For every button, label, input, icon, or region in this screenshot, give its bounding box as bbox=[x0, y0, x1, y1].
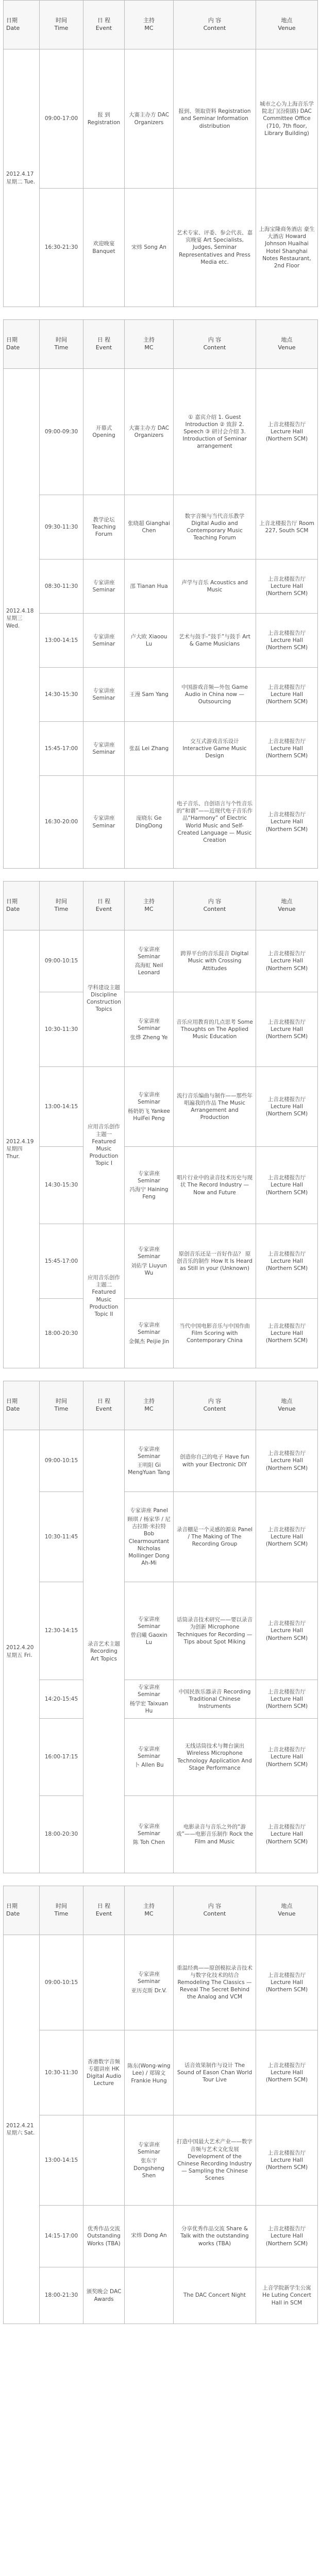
row-time: 09:30-11:30 bbox=[40, 495, 83, 560]
row-mc: 专家讲座 Seminar 张东宇 Dongsheng Shen bbox=[125, 2115, 174, 2206]
row-venue: 上音北楼报告厅 Lecture Hall (Northern SCM) bbox=[256, 2030, 318, 2115]
row-mc: 卢大欧 Xiaoou Lu bbox=[125, 614, 174, 668]
row-content: 录音棚是一个灵感的源泉 Panel / The Making of The Recording Group bbox=[174, 1492, 256, 1582]
row-time: 09:00-10:15 bbox=[40, 930, 83, 992]
table-row bbox=[4, 1935, 318, 2030]
row-content: 无线话筒技术与舞台演出 Wireless Microphone Technology Application And Stage Performance bbox=[174, 1719, 256, 1796]
row-content: 电影录音与音乐之外的“游戏”——电影音乐制作 Rock the Film and Music bbox=[174, 1796, 256, 1873]
header-date: 日期 Date bbox=[4, 1, 40, 49]
schedule-table-day5 bbox=[3, 1886, 318, 2324]
row-event: 开幕式 Opening bbox=[83, 369, 125, 495]
table-row bbox=[4, 1430, 318, 1492]
row-content: 流行音乐编曲与制作——那些年唱遍我的作品 The Music Arrangement and Production bbox=[174, 1067, 256, 1147]
row-content: 创造你自己的电子 Have fun with your Electronic DIY bbox=[174, 1430, 256, 1492]
row-event: 专家讲座 Seminar bbox=[83, 722, 125, 776]
row-event: 录音艺术主题 Recording Art Topics bbox=[83, 1430, 125, 1873]
row-content: 艺术专家、评委、参会代表、嘉宾晚宴 Art Specialists, Judges, Seminar Representatives and Press Media etc. bbox=[174, 189, 256, 307]
day-date: 2012.4.18 星期三 Wed. bbox=[4, 369, 40, 869]
row-mc: 大赛主办方 DAC Organizers bbox=[125, 49, 174, 189]
header-venue: 地点 Venue bbox=[256, 320, 318, 369]
row-event: 专家讲座 Seminar bbox=[83, 614, 125, 668]
table-row bbox=[4, 930, 318, 992]
table-header bbox=[4, 882, 318, 930]
table-row bbox=[4, 2206, 318, 2267]
row-venue: 上音北楼报告厅 Lecture Hall (Northern SCM) bbox=[256, 1935, 318, 2030]
row-mc: 专家讲座 Panel 顾琪 / 杨家华 / 尼古拉斯·米拉特 Bob Clearmountant Nicholas Mollinger Dong Ah-Mi bbox=[125, 1492, 174, 1582]
row-content: 话筒录音技术研究——要以录音为创新 Microphone Techniques for Recording — Tips about Spot Miking bbox=[174, 1582, 256, 1680]
row-venue: 上音北楼报告厅 Lecture Hall (Northern SCM) bbox=[256, 1582, 318, 1680]
row-time: 13:00-14:15 bbox=[40, 1067, 83, 1147]
header-time: 时间 Time bbox=[40, 320, 83, 369]
row-event: 颁奖晚会 DAC Awards bbox=[83, 2267, 125, 2324]
row-content: 重温经典——原创模拟录音技术与数字化技术的结合 Remodeling The Classics — Reveal The Secret Behind the Analog and VCM bbox=[174, 1935, 256, 2030]
header-event: 日 程 Event bbox=[83, 320, 125, 369]
header-content: 内 容 Content bbox=[174, 882, 256, 930]
table-header bbox=[4, 1886, 318, 1935]
row-venue: 上音北楼报告厅 Lecture Hall (Northern SCM) bbox=[256, 1067, 318, 1147]
row-time: 18:00-20:30 bbox=[40, 1299, 83, 1368]
row-event: 香港数字音频专题讲座 HK Digital Audio Lecture bbox=[83, 2030, 125, 2115]
table-row bbox=[4, 2115, 318, 2206]
header-event: 日 程 Event bbox=[83, 1, 125, 49]
table-row bbox=[4, 1299, 318, 1368]
row-event: 应用音乐创作主题一 Featured Music Production Topic I bbox=[83, 1067, 125, 1224]
row-content: 打造中国最大艺术产业——数字音频与艺术文化发展 Development of the Chinese Recording Industry — Sampling the Chinese Scenes bbox=[174, 2115, 256, 2206]
row-event: 专家讲座 Seminar bbox=[83, 776, 125, 869]
row-time: 16:00-17:15 bbox=[40, 1719, 83, 1796]
row-mc: 专家讲座 Seminar 曾启曦 Gaoxin Lu bbox=[125, 1582, 174, 1680]
row-time: 10:30-11:45 bbox=[40, 1492, 83, 1582]
row-venue: 上音北楼报告厅 Lecture Hall (Northern SCM) bbox=[256, 1224, 318, 1299]
table-row bbox=[4, 189, 318, 307]
header-mc: 主持 MC bbox=[125, 1381, 174, 1430]
row-mc: 专家讲座 Seminar 王明阳 Gi MengYuan Tang bbox=[125, 1430, 174, 1492]
row-time: 14:15-17:00 bbox=[40, 2206, 83, 2267]
header-mc: 主持 MC bbox=[125, 320, 174, 369]
table-row bbox=[4, 992, 318, 1067]
row-event: 专家讲座 Seminar bbox=[83, 668, 125, 722]
header-content: 内 容 Content bbox=[174, 1, 256, 49]
header-content: 内 容 Content bbox=[174, 1886, 256, 1935]
table-row bbox=[4, 1224, 318, 1299]
row-content: 原创音乐还是一首好作品？ 原创音乐的制作 How It Is Heard as Still in your (Unknown) bbox=[174, 1224, 256, 1299]
row-event: 专家讲座 Seminar bbox=[83, 560, 125, 614]
row-venue: 上音北楼报告厅 Lecture Hall (Northern SCM) bbox=[256, 2206, 318, 2267]
row-content: ① 嘉宾介绍 1. Guest Introduction ② 致辞 2. Speech ③ 研讨会介绍 3. Introduction of Seminar arrangement bbox=[174, 369, 256, 495]
row-content: 中国游戏音频—外包 Game Audio in China now — Outsourcing bbox=[174, 668, 256, 722]
row-mc: 宋炜 Song An bbox=[125, 189, 174, 307]
day-date: 2012.4.21 星期六 Sat. bbox=[4, 1935, 40, 2324]
row-mc: 专家讲座 Seminar 冯海宁 Haining Feng bbox=[125, 1147, 174, 1224]
header-mc: 主持 MC bbox=[125, 1, 174, 49]
row-time: 10:30-11:30 bbox=[40, 992, 83, 1067]
table-row bbox=[4, 1719, 318, 1796]
row-time: 09:00-10:15 bbox=[40, 1430, 83, 1492]
row-venue: 上音学院新学生公寓 He Luting Concert Hall in SCM bbox=[256, 2267, 318, 2324]
header-event: 日 程 Event bbox=[83, 1381, 125, 1430]
row-event bbox=[83, 1935, 125, 2030]
row-venue: 上音北楼报告厅 Lecture Hall (Northern SCM) bbox=[256, 668, 318, 722]
row-mc: 专家讲座 Seminar 卜 Allen Bu bbox=[125, 1719, 174, 1796]
row-venue: 上音北楼报告厅 Lecture Hall (Northern SCM) bbox=[256, 1680, 318, 1719]
table-header bbox=[4, 320, 318, 369]
row-content: 艺术与鼓手-“鼓手”与鼓手 Art & Game Musicians bbox=[174, 614, 256, 668]
header-venue: 地点 Venue bbox=[256, 882, 318, 930]
row-mc bbox=[125, 2267, 174, 2324]
row-time: 14:20-15:45 bbox=[40, 1680, 83, 1719]
row-time: 18:00-21:30 bbox=[40, 2267, 83, 2324]
row-mc: 专家讲座 Seminar 陈 Toh Chen bbox=[125, 1796, 174, 1873]
table-row bbox=[4, 614, 318, 668]
row-venue: 上音北楼报告厅 Lecture Hall (Northern SCM) bbox=[256, 992, 318, 1067]
row-content: 话音效果制作与设计 The Sound of Eason Chan World Tour Live bbox=[174, 2030, 256, 2115]
row-time: 14:30-15:30 bbox=[40, 668, 83, 722]
table-row bbox=[4, 776, 318, 869]
row-mc: 专家讲座 Seminar 刘佑学 Liuyun Wu bbox=[125, 1224, 174, 1299]
row-time: 10:30-11:30 bbox=[40, 2030, 83, 2115]
row-venue: 上音北楼报告厅 Lecture Hall (Northern SCM) bbox=[256, 1430, 318, 1492]
row-mc: 宋炜 Dong An bbox=[125, 2206, 174, 2267]
row-venue: 上音北楼报告厅 Lecture Hall (Northern SCM) bbox=[256, 776, 318, 869]
row-content: 报到、领取资料 Registration and Seminar Information distribution bbox=[174, 49, 256, 189]
row-time: 09:00-17:00 bbox=[40, 49, 83, 189]
row-content: 中国民族乐器录音 Recording Traditional Chinese Instruments bbox=[174, 1680, 256, 1719]
row-mc: 邵 Tianan Hua bbox=[125, 560, 174, 614]
table-row bbox=[4, 1680, 318, 1719]
header-venue: 地点 Venue bbox=[256, 1886, 318, 1935]
header-time: 时间 Time bbox=[40, 882, 83, 930]
row-event bbox=[83, 2115, 125, 2206]
table-row bbox=[4, 2030, 318, 2115]
table-row bbox=[4, 1067, 318, 1147]
row-content: 交互式游戏音乐设计 Interactive Game Music Design bbox=[174, 722, 256, 776]
row-content: The DAC Concert Night bbox=[174, 2267, 256, 2324]
table-row bbox=[4, 2267, 318, 2324]
row-content: 唱片行业中的录音技术历史与现状 The Record Industry — Now and Future bbox=[174, 1147, 256, 1224]
table-row bbox=[4, 560, 318, 614]
row-venue: 上音北楼报告厅 Lecture Hall (Northern SCM) bbox=[256, 560, 318, 614]
row-venue: 上音北楼报告厅 Lecture Hall (Northern SCM) bbox=[256, 1492, 318, 1582]
row-venue: 上音北楼报告厅 Lecture Hall (Northern SCM) bbox=[256, 369, 318, 495]
table-row bbox=[4, 668, 318, 722]
row-mc: 专家讲座 Seminar 杨学宏 Taixuan Hu bbox=[125, 1680, 174, 1719]
row-mc: 庞晓东 Ge DingDong bbox=[125, 776, 174, 869]
row-event: 学科建设主题 Discipline Construction Topics bbox=[83, 930, 125, 1067]
row-venue: 上音北楼报告厅 Lecture Hall (Northern SCM) bbox=[256, 2115, 318, 2206]
schedule-table-day2 bbox=[3, 319, 318, 869]
row-venue: 上音北楼报告厅 Lecture Hall (Northern SCM) bbox=[256, 1796, 318, 1873]
table-row bbox=[4, 369, 318, 495]
row-time: 16:30-21:30 bbox=[40, 189, 83, 307]
row-event: 报 到 Registration bbox=[83, 49, 125, 189]
schedule-table-day1 bbox=[3, 0, 318, 307]
row-mc: 专家讲座 Seminar 高海虹 Neil Leonard bbox=[125, 930, 174, 992]
table-row bbox=[4, 1492, 318, 1582]
table-row bbox=[4, 1582, 318, 1680]
row-mc: 王漫 Sam Yang bbox=[125, 668, 174, 722]
row-event: 欢迎晚宴 Banquet bbox=[83, 189, 125, 307]
header-time: 时间 Time bbox=[40, 1381, 83, 1430]
header-venue: 地点 Venue bbox=[256, 1, 318, 49]
table-header bbox=[4, 1, 318, 49]
row-venue: 上音北楼报告厅 Lecture Hall (Northern SCM) bbox=[256, 722, 318, 776]
row-content: 分享优秀作品交流 Share & Talk with the outstanding works (TBA) bbox=[174, 2206, 256, 2267]
header-event: 日 程 Event bbox=[83, 1886, 125, 1935]
row-venue: 上音北楼报告厅 Lecture Hall (Northern SCM) bbox=[256, 1147, 318, 1224]
row-mc: 专家讲座 Seminar 亚历克斯 Dr.V. bbox=[125, 1935, 174, 2030]
header-date: 日期 Date bbox=[4, 882, 40, 930]
row-time: 09:00-10:15 bbox=[40, 1935, 83, 2030]
row-time: 16:30-20:00 bbox=[40, 776, 83, 869]
row-venue: 城市之心为上海音乐学院北门(汾阳路) DAC Committee Office (710, 7th floor, Library Building) bbox=[256, 49, 318, 189]
header-time: 时间 Time bbox=[40, 1, 83, 49]
row-time: 18:00-20:30 bbox=[40, 1796, 83, 1873]
row-mc: 张磊 Lei Zhang bbox=[125, 722, 174, 776]
header-mc: 主持 MC bbox=[125, 1886, 174, 1935]
table-row bbox=[4, 1147, 318, 1224]
header-time: 时间 Time bbox=[40, 1886, 83, 1935]
day-date: 2012.4.19 星期四 Thur. bbox=[4, 930, 40, 1368]
schedule-table-day4 bbox=[3, 1381, 318, 1873]
row-time: 13:00-14:15 bbox=[40, 2115, 83, 2206]
table-row bbox=[4, 49, 318, 189]
row-content: 音乐应用教育的几点思考 Some Thoughts on The Applied Music Education bbox=[174, 992, 256, 1067]
row-time: 08:30-11:30 bbox=[40, 560, 83, 614]
row-time: 09:00-09:30 bbox=[40, 369, 83, 495]
row-venue: 上音北楼报告厅 Room 227, South SCM bbox=[256, 495, 318, 560]
header-event: 日 程 Event bbox=[83, 882, 125, 930]
row-time: 13:00-14:15 bbox=[40, 614, 83, 668]
row-mc: 张晓超 Gianghai Chen bbox=[125, 495, 174, 560]
row-mc: 陈东(Wong-wing Lee) / 郑锦文 Frankie Hung bbox=[125, 2030, 174, 2115]
day-date: 2012.4.20 星期五 Fri. bbox=[4, 1430, 40, 1873]
header-date: 日期 Date bbox=[4, 1886, 40, 1935]
row-content: 当代中国电影音乐与中国作曲 Film Scoring with Contemporary China bbox=[174, 1299, 256, 1368]
table-row bbox=[4, 495, 318, 560]
row-event: 应用音乐创作主题二 Featured Music Production Topic II bbox=[83, 1224, 125, 1368]
row-mc: 大赛主办方 DAC Organizers bbox=[125, 369, 174, 495]
header-date: 日期 Date bbox=[4, 1381, 40, 1430]
row-mc: 专家讲座 Seminar 张烨 Zheng Ye bbox=[125, 992, 174, 1067]
header-mc: 主持 MC bbox=[125, 882, 174, 930]
row-time: 14:30-15:30 bbox=[40, 1147, 83, 1224]
row-venue: 上音北楼报告厅 Lecture Hall (Northern SCM) bbox=[256, 614, 318, 668]
header-content: 内 容 Content bbox=[174, 1381, 256, 1430]
row-content: 跨界平台的音乐混音 Digital Music with Crossing Attitudes bbox=[174, 930, 256, 992]
row-event: 优秀作品交流 Outstanding Works (TBA) bbox=[83, 2206, 125, 2267]
row-venue: 上音北楼报告厅 Lecture Hall (Northern SCM) bbox=[256, 1299, 318, 1368]
header-venue: 地点 Venue bbox=[256, 1381, 318, 1430]
row-mc: 专家讲座 Seminar 杨奶奶飞 Yankee HuiFei Peng bbox=[125, 1067, 174, 1147]
day-date: 2012.4.17 星期二 Tue. bbox=[4, 49, 40, 307]
table-row bbox=[4, 722, 318, 776]
row-content: 数字音频与当代音乐教学 Digital Audio and Contemporary Music Teaching Forum bbox=[174, 495, 256, 560]
row-venue: 上音北楼报告厅 Lecture Hall (Northern SCM) bbox=[256, 1719, 318, 1796]
row-event: 教学论坛 Teaching Forum bbox=[83, 495, 125, 560]
row-content: 电子音乐、自创语言与个性音乐的“和谐”——近现代电子音乐作品“Harmony” of Electric World Music and Self-Created Language — Music Creation bbox=[174, 776, 256, 869]
row-content: 声学与音乐 Acoustics and Music bbox=[174, 560, 256, 614]
schedule-table-day3 bbox=[3, 881, 318, 1368]
table-row bbox=[4, 1796, 318, 1873]
header-date: 日期 Date bbox=[4, 320, 40, 369]
row-venue: 上海宝隆商务酒店 豪生大酒店 Howard Johnson Huaihai Hotel Shanghai Notes Restaurant, 2nd Floor bbox=[256, 189, 318, 307]
row-time: 12:30-14:15 bbox=[40, 1582, 83, 1680]
row-time: 15:45-17:00 bbox=[40, 722, 83, 776]
row-venue: 上音北楼报告厅 Lecture Hall (Northern SCM) bbox=[256, 930, 318, 992]
row-time: 15:45-17:00 bbox=[40, 1224, 83, 1299]
row-mc: 专家讲座 Seminar 金佩杰 Peijie Jin bbox=[125, 1299, 174, 1368]
table-header bbox=[4, 1381, 318, 1430]
header-content: 内 容 Content bbox=[174, 320, 256, 369]
